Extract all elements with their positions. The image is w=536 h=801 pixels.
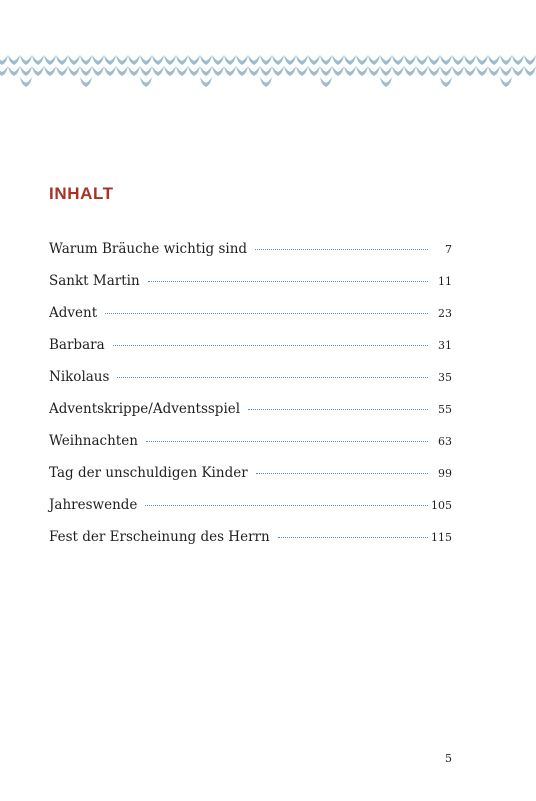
toc-entry[interactable] <box>49 524 452 556</box>
toc-entry-page: 115 <box>431 531 452 544</box>
dot-leader <box>146 440 428 442</box>
toc-entry-title: Sankt Martin <box>49 273 140 289</box>
toc-entry-title: Barbara <box>49 337 105 353</box>
toc-entry[interactable] <box>49 492 452 524</box>
knit-border-ornament <box>0 52 536 92</box>
dot-leader <box>248 408 428 410</box>
toc-entry-title: Nikolaus <box>49 369 110 385</box>
dot-leader <box>255 248 428 250</box>
table-of-contents <box>49 236 452 556</box>
toc-entry-title: Jahreswende <box>49 497 138 513</box>
dot-leader <box>148 280 428 282</box>
toc-entry[interactable] <box>49 364 452 396</box>
toc-entry[interactable] <box>49 236 452 268</box>
dot-leader <box>105 312 428 314</box>
dot-leader <box>278 536 428 538</box>
toc-entry[interactable] <box>49 396 452 428</box>
toc-entry-title: Tag der unschuldigen Kinder <box>49 465 248 481</box>
toc-entry-page: 63 <box>438 435 452 448</box>
toc-entry[interactable] <box>49 460 452 492</box>
toc-entry-title: Fest der Erscheinung des Herrn <box>49 529 270 545</box>
toc-entry-title: Warum Bräuche wichtig sind <box>49 241 248 257</box>
dot-leader <box>113 344 428 346</box>
toc-entry[interactable] <box>49 268 452 300</box>
toc-entry-page: 105 <box>431 499 452 512</box>
dot-leader <box>145 504 428 506</box>
toc-entry-page: 35 <box>438 371 452 384</box>
toc-entry-page: 11 <box>438 275 452 288</box>
toc-entry-title: Weihnachten <box>49 433 138 449</box>
toc-entry-page: 23 <box>438 307 452 320</box>
page-number: 5 <box>445 752 452 765</box>
dot-leader <box>117 376 428 378</box>
toc-entry-page: 99 <box>438 467 452 480</box>
toc-entry[interactable] <box>49 428 452 460</box>
dot-leader <box>256 472 428 474</box>
toc-entry[interactable] <box>49 300 452 332</box>
toc-entry-page: 55 <box>438 403 452 416</box>
page-title: INHALT <box>49 184 114 203</box>
toc-entry-title: Adventskrippe/Adventsspiel <box>49 401 241 417</box>
toc-entry[interactable] <box>49 332 452 364</box>
toc-entry-title: Advent <box>49 305 98 321</box>
toc-entry-page: 31 <box>438 339 452 352</box>
toc-entry-page: 7 <box>445 243 452 256</box>
